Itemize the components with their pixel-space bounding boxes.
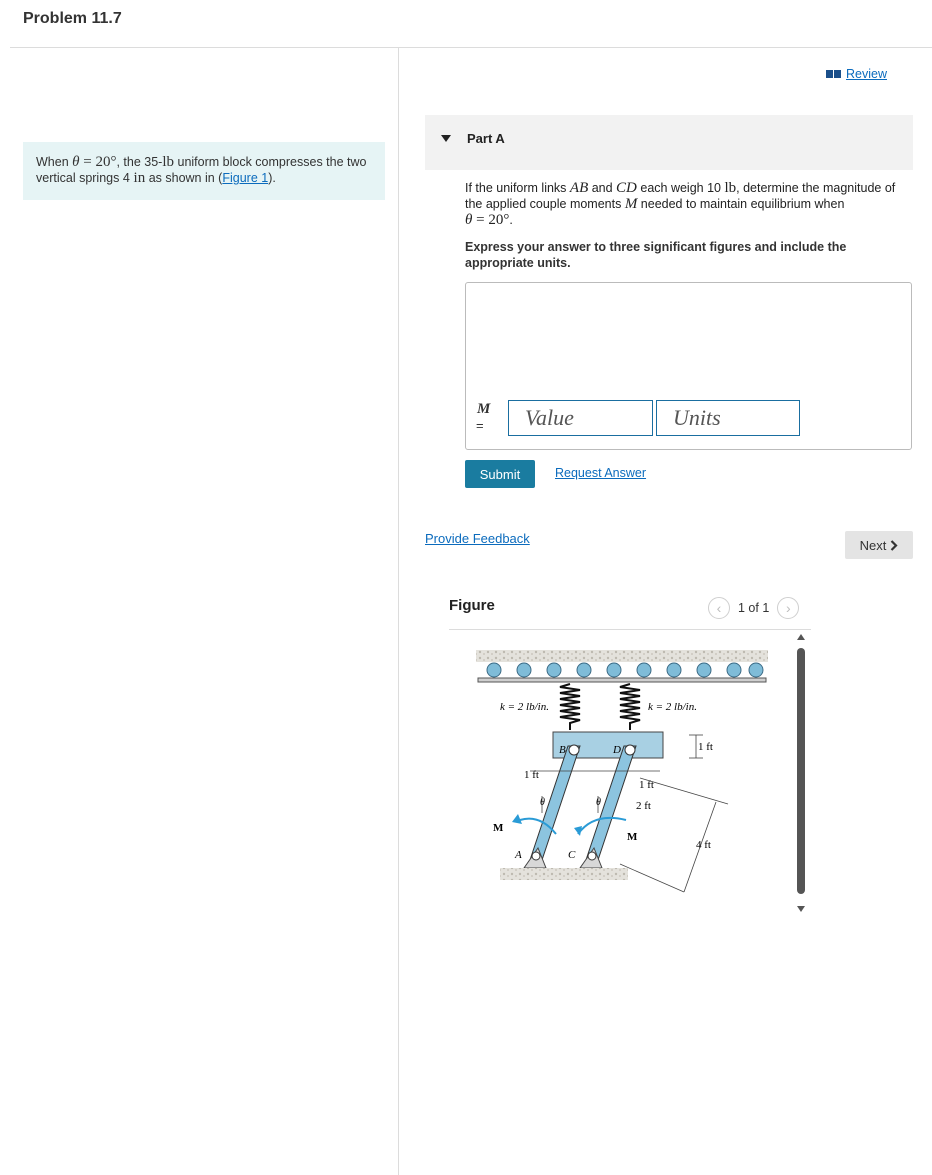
next-figure-button[interactable] <box>777 597 799 619</box>
review-link[interactable] <box>826 67 887 81</box>
header-divider <box>10 47 932 48</box>
value-input[interactable]: Value <box>508 400 653 436</box>
theta-label-ab: θ <box>540 797 545 808</box>
scrollbar-thumb[interactable] <box>797 648 805 894</box>
pin-c <box>588 852 596 860</box>
dimension-label-4ft: 4 ft <box>696 839 711 851</box>
rollers <box>487 663 763 677</box>
roller-plate <box>478 678 766 682</box>
review-label[interactable]: Review <box>846 67 887 81</box>
spring-label-right: k = 2 lb/in. <box>648 701 697 713</box>
scroll-up-arrow-icon[interactable] <box>797 634 805 640</box>
left-spring <box>560 684 580 730</box>
instructions: Express your answer to three significant figures and include the appropriate units. <box>465 240 847 270</box>
dimension-label-2ft: 2 ft <box>636 800 651 812</box>
chevron-right-icon: › <box>785 600 791 616</box>
prev-figure-button[interactable] <box>708 597 730 619</box>
request-answer-link[interactable]: Request Answer <box>555 466 647 480</box>
collapse-triangle-icon[interactable] <box>441 135 451 142</box>
theta-label-cd: θ <box>596 797 601 808</box>
next-button[interactable] <box>845 531 913 559</box>
dimension-line-extension <box>620 864 684 892</box>
units-input[interactable]: Units <box>656 400 800 436</box>
right-spring <box>620 684 640 730</box>
part-a-label: Part A <box>467 131 505 146</box>
figure-divider <box>449 629 811 630</box>
dimension-label-mid: 1 ft <box>639 779 654 791</box>
figure-pager <box>708 597 799 619</box>
spring-label-left: k = 2 lb/in. <box>500 701 549 713</box>
mechanism-figure <box>470 638 790 900</box>
moment-label-left: M <box>493 822 504 834</box>
label-b: B <box>559 744 566 756</box>
next-label: Next <box>859 537 887 553</box>
link-ab <box>530 746 580 860</box>
dimension-label-compression: 1 ft <box>698 741 713 753</box>
chevron-right-icon <box>890 540 898 551</box>
provide-feedback-link[interactable]: Provide Feedback <box>425 531 530 546</box>
scroll-down-arrow-icon[interactable] <box>797 906 805 912</box>
pager-text: 1 of 1 <box>738 601 770 615</box>
page-title: Problem 11.7 <box>23 10 122 27</box>
answer-equals: = <box>476 418 484 433</box>
dimension-label-left: 1 ft <box>524 769 539 781</box>
question-text: If the uniform links AB and CD each weigh 10 lb, determine the magnitude of the applied couple moments M needed to maintain equilibrium when θ = 20°. <box>465 180 896 228</box>
pin-d <box>625 745 635 755</box>
pane-divider <box>398 48 399 1175</box>
label-d: D <box>613 744 621 756</box>
submit-button[interactable]: Submit <box>465 460 535 488</box>
label-a: A <box>515 849 522 861</box>
answer-variable: M <box>477 401 491 417</box>
figure-link[interactable]: Figure 1 <box>222 171 269 185</box>
pin-b <box>569 745 579 755</box>
pin-a <box>532 852 540 860</box>
top-support <box>476 650 768 662</box>
part-a-header[interactable] <box>425 115 913 170</box>
figure-title: Figure <box>449 597 495 614</box>
chevron-left-icon: ‹ <box>716 600 722 616</box>
problem-statement: When θ = 20°, the 35-lb uniform block compresses the two vertical springs 4 in as shown in (Figure 1). <box>23 142 385 200</box>
moment-label-right: M <box>627 831 638 843</box>
book-icon <box>826 69 842 79</box>
label-c: C <box>568 849 576 861</box>
ground <box>500 868 628 880</box>
